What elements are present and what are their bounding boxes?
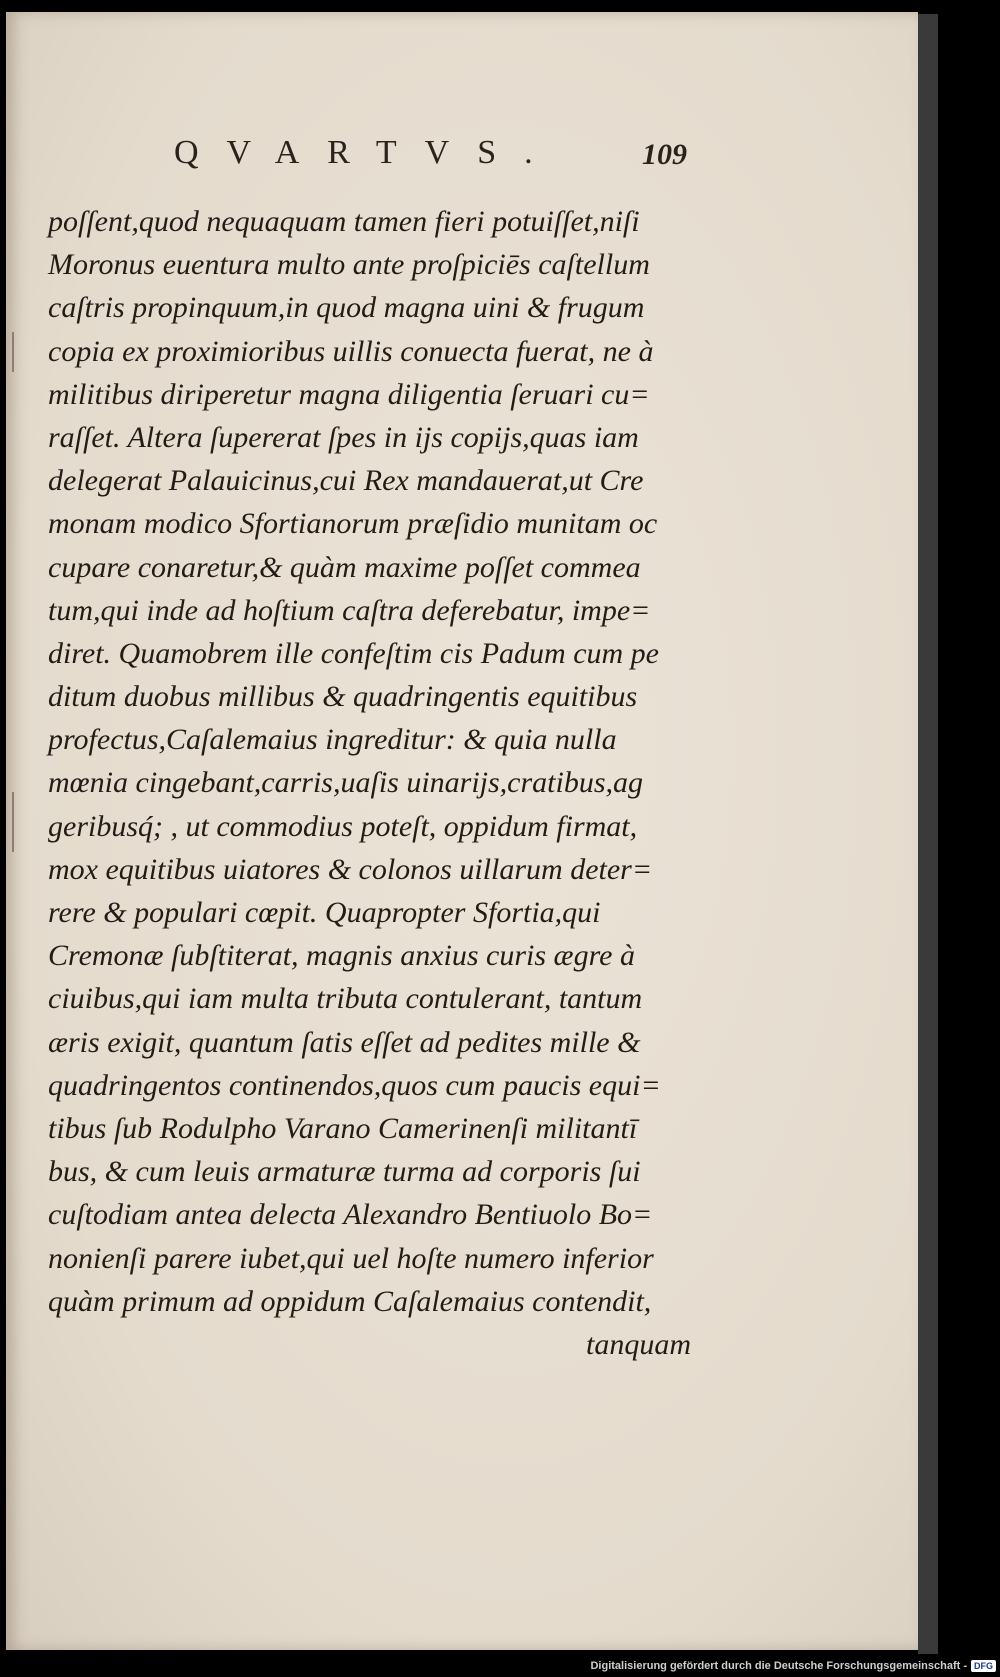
running-title: QVARTVS. xyxy=(174,134,561,171)
body-text xyxy=(48,200,728,1323)
text-line: quadringentos continendos,quos cum paucis equi= xyxy=(48,1068,661,1102)
page-number: 109 xyxy=(642,138,687,171)
page-header xyxy=(6,134,918,174)
page-edge-shadow xyxy=(918,14,938,1654)
text-line: caſtris propinquum,in quod magna uini & frugum xyxy=(48,291,645,325)
dfg-logo-icon: DFG xyxy=(971,1660,996,1672)
text-line: nonienſi parere iubet,qui uel hoſte numero inferior xyxy=(48,1241,654,1275)
catchword: tanquam xyxy=(586,1328,691,1361)
text-line: copia ex proximioribus uillis conuecta fuerat, ne à xyxy=(48,334,654,368)
text-line: tum,qui inde ad hoſtium caſtra deferebatur, impe= xyxy=(48,593,651,627)
text-line: mœnia cingebant,carris,uaſis uinarijs,cratibus,ag xyxy=(48,766,644,800)
text-line: ciuibus,qui iam multa tributa contulerant, tantum xyxy=(48,982,643,1016)
text-line: Cremonæ ſubſtiterat, magnis anxius curis ægre à xyxy=(48,939,635,973)
text-line: cuſtodiam antea delecta Alexandro Bentiuolo Bo= xyxy=(48,1198,653,1232)
text-line: poſſent,quod nequaquam tamen fieri potuiſſet,niſi xyxy=(48,205,640,238)
gutter-mark xyxy=(12,332,14,372)
text-line: rere & populari cœpit. Quapropter Sfortia,qui xyxy=(48,896,601,929)
text-line: militibus diriperetur magna diligentia ſeruari cu= xyxy=(48,377,650,411)
gutter-mark xyxy=(12,792,14,852)
text-line: delegerat Palauicinus,cui Rex mandauerat,ut Cre xyxy=(48,464,644,498)
text-line: quàm primum ad oppidum Caſalemaius contendit, xyxy=(48,1284,652,1318)
text-line: Moronus euentura multo ante proſpiciēs caſtellum xyxy=(48,248,650,282)
text-line: raſſet. Altera ſupererat ſpes in ijs copijs,quas iam xyxy=(48,420,639,454)
text-line: bus, & cum leuis armaturæ turma ad corporis ſui xyxy=(48,1155,641,1189)
text-line: æris exigit, quantum ſatis eſſet ad pedites mille & xyxy=(48,1025,641,1059)
footer-credit: Digitalisierung gefördert durch die Deutsche Forschungsgemeinschaft - xyxy=(590,1660,967,1672)
text-line: profectus,Caſalemaius ingreditur: & quia nulla xyxy=(48,723,617,757)
text-line: diret. Quamobrem ille confeſtim cis Padum cum pe xyxy=(48,636,659,670)
text-line: cupare conaretur,& quàm maxime poſſet commea xyxy=(48,550,641,584)
text-line: ditum duobus millibus & quadringentis equitibus xyxy=(48,680,638,714)
text-line: geribusq́; , ut commodius poteſt, oppidum firmat, xyxy=(48,809,638,843)
book-page xyxy=(6,12,918,1650)
text-line: tibus ſub Rodulpho Varano Camerinenſi militantī xyxy=(48,1111,638,1145)
text-line: mox equitibus uiatores & colonos uillarum deter= xyxy=(48,852,653,886)
text-line: monam modico Sfortianorum præſidio munitam oc xyxy=(48,507,658,541)
digitization-footer xyxy=(590,1658,996,1674)
